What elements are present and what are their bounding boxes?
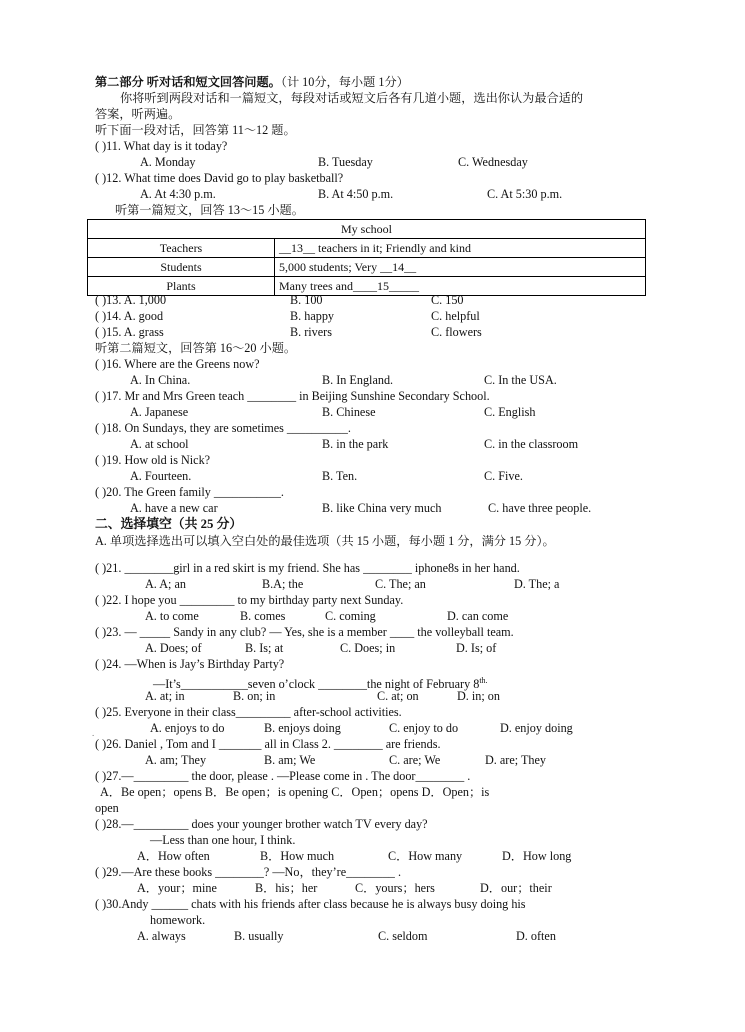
question-20: ( )20. The Green family ___________. <box>95 485 284 499</box>
q11-option-a[interactable]: A. Monday <box>140 155 196 169</box>
question-28: ( )28.—_________ does your younger brother watch TV every day? <box>95 817 428 831</box>
q16-option-b[interactable]: B. In England. <box>322 373 394 387</box>
q11-option-b[interactable]: B. Tuesday <box>318 155 373 169</box>
q17-option-c[interactable]: C. English <box>484 405 536 419</box>
table-row <box>88 239 646 258</box>
q26-option-d[interactable]: D. are; They <box>485 753 547 767</box>
table-value-teachers: __13__ teachers in it; Friendly and kind <box>275 239 646 258</box>
q12-option-a[interactable]: A. At 4:30 p.m. <box>140 187 216 201</box>
q24-answer-line <box>153 673 488 692</box>
q21-option-a[interactable]: A. A; an <box>145 577 186 591</box>
q28-option-d[interactable]: D．How long <box>502 849 572 863</box>
question-27: ( )27.—_________ the door, please . —Please come in . The door________ . <box>95 769 471 783</box>
q24-option-a[interactable]: A. at; in <box>145 689 185 703</box>
q25-option-b[interactable]: B. enjoys doing <box>264 721 341 735</box>
part-b-subheading: A. 单项选择选出可以填入空白处的最佳选项（共 15 小题，每小题 1 分，满分 15 分）。 <box>95 534 555 548</box>
q15-option-c[interactable]: C. flowers <box>431 325 482 339</box>
q19-option-a[interactable]: A. Fourteen. <box>130 469 192 483</box>
question-30: ( )30.Andy ______ chats with his friends after class because he is always busy doing his <box>95 897 526 911</box>
table-row <box>88 258 646 277</box>
q29-option-c[interactable]: C．yours；hers <box>355 881 435 895</box>
passage2-intro: 听第二篇短文，回答第 16～20 小题。 <box>95 341 297 355</box>
q21-option-c[interactable]: C. The; an <box>375 577 426 591</box>
question-14: ( )14. A. good <box>95 309 164 323</box>
q25-option-c[interactable]: C. enjoy to do <box>389 721 459 735</box>
q19-option-c[interactable]: C. Five. <box>484 469 523 483</box>
question-19: ( )19. How old is Nick? <box>95 453 211 467</box>
question-11: ( )11. What day is it today? <box>95 139 228 153</box>
q30-option-d[interactable]: D. often <box>516 929 556 943</box>
q26-option-b[interactable]: B. am; We <box>264 753 316 767</box>
table-value-plants: Many trees and____15_____ <box>275 277 646 296</box>
q20-option-c[interactable]: C. have three people. <box>488 501 592 515</box>
q17-option-a[interactable]: A. Japanese <box>130 405 189 419</box>
q25-option-a[interactable]: A. enjoys to do <box>150 721 225 735</box>
part2-heading-score: （计 10分，每小题 1分） <box>280 75 409 89</box>
part2-instruction-2: 答案，听两遍。 <box>95 107 181 121</box>
table-value-students: 5,000 students; Very __14__ <box>275 258 646 277</box>
q23-option-d[interactable]: D. Is; of <box>456 641 497 655</box>
q12-option-c[interactable]: C. At 5:30 p.m. <box>487 187 563 201</box>
question-15: ( )15. A. grass <box>95 325 164 339</box>
q24-option-c[interactable]: C. at; on <box>377 689 419 703</box>
q21-option-b[interactable]: B.A; the <box>262 577 304 591</box>
table-title: My school <box>88 220 646 239</box>
passage1-intro: 听第一篇短文，回答 13～15 小题。 <box>115 203 304 217</box>
q18-option-b[interactable]: B. in the park <box>322 437 389 451</box>
question-23: ( )23. — _____ Sandy in any club? — Yes, she is a member ____ the volleyball team. <box>95 625 514 639</box>
q20-option-b[interactable]: B. like China very much <box>322 501 442 515</box>
question-18: ( )18. On Sundays, they are sometimes __________. <box>95 421 351 435</box>
q27-options[interactable]: A．Be open；opens B．Be open；is opening C．Open；opens D．Open；is <box>100 785 490 799</box>
question-16: ( )16. Where are the Greens now? <box>95 357 260 371</box>
q16-option-c[interactable]: C. In the USA. <box>484 373 557 387</box>
q26-option-c[interactable]: C. are; We <box>389 753 441 767</box>
question-13: ( )13. A. 1,000 <box>95 293 167 307</box>
q28-option-b[interactable]: B．How much <box>260 849 335 863</box>
q14-option-b[interactable]: B. happy <box>290 309 335 323</box>
part2-heading <box>95 75 409 90</box>
part-b-heading: 二、选择填空（共 25 分） <box>95 517 243 531</box>
my-school-table <box>87 219 646 296</box>
question-26: ( )26. Daniel , Tom and I _______ all in Class 2. ________ are friends. <box>95 737 441 751</box>
q23-option-b[interactable]: B. Is; at <box>245 641 284 655</box>
q30-option-a[interactable]: A. always <box>137 929 186 943</box>
q20-option-a[interactable]: A. have a new car <box>130 501 218 515</box>
question-22: ( )22. I hope you _________ to my birthday party next Sunday. <box>95 593 404 607</box>
q25-option-d[interactable]: D. enjoy doing <box>500 721 573 735</box>
q15-option-b[interactable]: B. rivers <box>290 325 332 339</box>
question-29: ( )29.—Are these books ________? —No，they’re________ . <box>95 865 401 879</box>
q29-option-b[interactable]: B．his；her <box>255 881 318 895</box>
q30-option-c[interactable]: C. seldom <box>378 929 428 943</box>
q23-option-c[interactable]: C. Does; in <box>340 641 396 655</box>
q22-option-c[interactable]: C. coming <box>325 609 376 623</box>
part2-instruction-1: 你将听到两段对话和一篇短文，每段对话或短文后各有几道小题，选出你认为最合适的 <box>120 91 584 105</box>
q23-option-a[interactable]: A. Does; of <box>145 641 202 655</box>
q12-option-b[interactable]: B. At 4:50 p.m. <box>318 187 394 201</box>
q24-option-d[interactable]: D. in; on <box>457 689 500 703</box>
q28-reply: —Less than one hour, I think. <box>150 833 296 847</box>
dialog-intro: 听下面一段对话，回答第 11～12 题。 <box>95 123 296 137</box>
q22-option-d[interactable]: D. can come <box>447 609 509 623</box>
q11-option-c[interactable]: C. Wednesday <box>458 155 528 169</box>
question-25: ( )25. Everyone in their class_________ after-school activities. <box>95 705 402 719</box>
q24-option-b[interactable]: B. on; in <box>233 689 276 703</box>
q30-continuation: homework. <box>150 913 206 927</box>
q17-option-b[interactable]: B. Chinese <box>322 405 376 419</box>
q14-option-c[interactable]: C. helpful <box>431 309 480 323</box>
q22-option-a[interactable]: A. to come <box>145 609 199 623</box>
q27-option-wrap: open <box>95 801 119 815</box>
q16-option-a[interactable]: A. In China. <box>130 373 191 387</box>
table-label-plants: Plants <box>88 277 275 296</box>
q24-answer-text: —It’s___________seven o’clock ________the night of February 8 <box>153 677 480 692</box>
q30-option-b[interactable]: B. usually <box>234 929 284 943</box>
q24-superscript: th. <box>479 676 488 685</box>
q29-option-d[interactable]: D．our；their <box>480 881 552 895</box>
q13-option-c[interactable]: C. 150 <box>431 293 464 307</box>
q29-option-a[interactable]: A．your；mine <box>137 881 217 895</box>
q28-option-c[interactable]: C．How many <box>388 849 463 863</box>
stray-dot: . <box>92 728 95 738</box>
q13-option-b[interactable]: B. 100 <box>290 293 323 307</box>
question-12: ( )12. What time does David go to play basketball? <box>95 171 344 185</box>
q22-option-b[interactable]: B. comes <box>240 609 286 623</box>
q28-option-a[interactable]: A．How often <box>137 849 210 863</box>
q21-option-d[interactable]: D. The; a <box>514 577 560 591</box>
question-21: ( )21. ________girl in a red skirt is my friend. She has ________ iphone8s in her hand. <box>95 561 520 575</box>
question-24: ( )24. —When is Jay’s Birthday Party? <box>95 657 285 671</box>
table-row <box>88 277 646 296</box>
q26-option-a[interactable]: A. am; They <box>145 753 207 767</box>
q19-option-b[interactable]: B. Ten. <box>322 469 358 483</box>
q18-option-c[interactable]: C. in the classroom <box>484 437 579 451</box>
part2-heading-bold: 第二部分 听对话和短文回答问题。 <box>95 75 281 89</box>
table-label-students: Students <box>88 258 275 277</box>
q18-option-a[interactable]: A. at school <box>130 437 189 451</box>
question-17: ( )17. Mr and Mrs Green teach ________ in Beijing Sunshine Secondary School. <box>95 389 490 403</box>
table-label-teachers: Teachers <box>88 239 275 258</box>
